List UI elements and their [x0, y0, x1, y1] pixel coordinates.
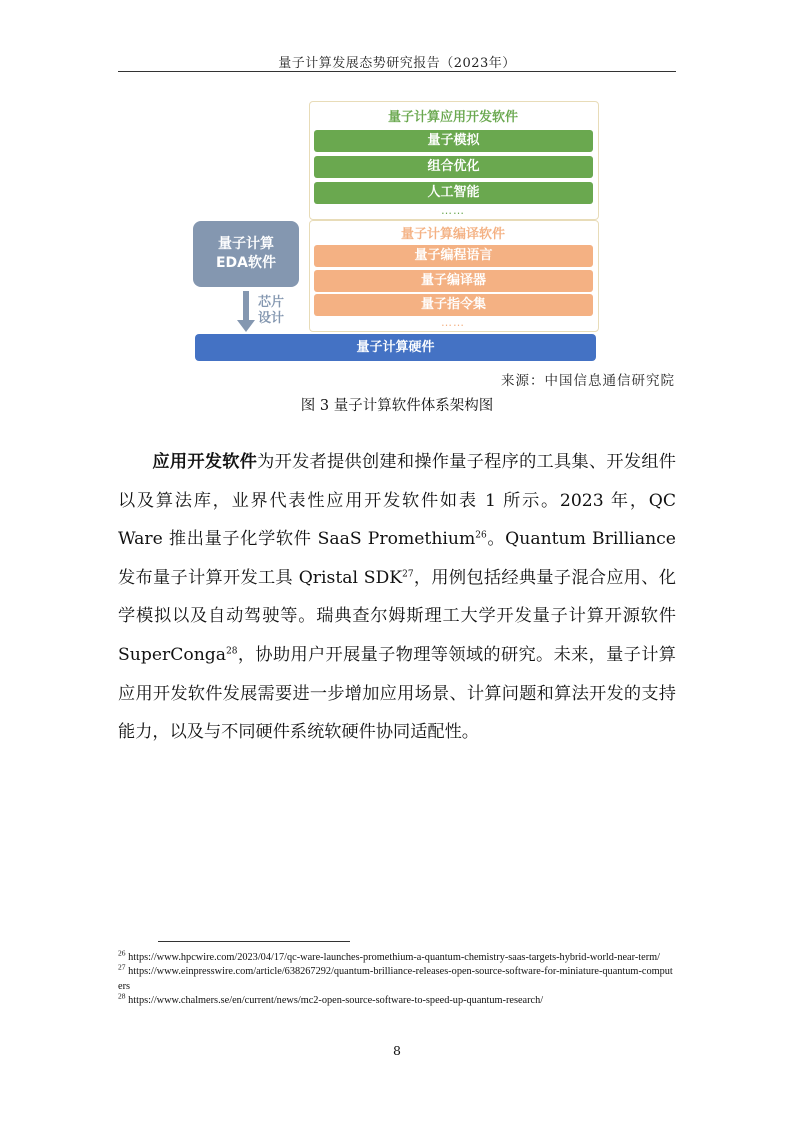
app-ellipsis: ……: [441, 204, 465, 217]
down-arrow-icon: [236, 291, 256, 333]
compiler-item-programming-language: 量子编程语言: [314, 245, 593, 267]
footnote-link[interactable]: https://www.chalmers.se/en/current/news/mc2-open-source-software-to-speed-up-quantum-research/: [128, 995, 544, 1007]
chip-design-label: [258, 295, 298, 327]
compiler-ellipsis: ……: [441, 316, 465, 329]
chip-design-line-1: 芯片: [258, 295, 285, 310]
paragraph: [118, 443, 676, 752]
chip-design-line-2: 设计: [258, 311, 285, 326]
footnote-ref-27[interactable]: 27: [402, 569, 414, 580]
application-software-title: 量子计算应用开发软件: [387, 110, 518, 125]
sentence-4: ，协助用户开展量子物理等领域的研究。未来，量子计算应用开发软件发展需要进一步增加应用场景、计算问题和算法开发的支持能力，以及与不同硬件系统软硬件协同适配性。: [118, 644, 676, 743]
app-item-artificial-intelligence: 人工智能: [314, 182, 593, 204]
footnote-number: 26: [118, 948, 126, 958]
footnote-27: [118, 962, 676, 994]
figure-caption: 图 3 量子计算软件体系架构图: [300, 398, 494, 414]
figure-source: 来源：中国信息通信研究院: [501, 373, 675, 389]
body-paragraph: [118, 443, 676, 752]
footnote-link[interactable]: https://www.hpcwire.com/2023/04/17/qc-ware-launches-promethium-a-quantum-chemistry-saas-targets-hybrid-world-near-term/: [128, 952, 660, 963]
footnote-divider: [158, 941, 350, 942]
sentence-1: 为开发者提供创建和操作量子程序的工具集、开发组件以及算法库，业界代表性应用开发软件如表 1 所示。2023 年，QC Ware 推出量子化学软件 SaaS Promethium: [118, 452, 676, 550]
footnote-ref-26[interactable]: 26: [475, 530, 487, 541]
footnote-28: [118, 991, 676, 1008]
compiler-item-instruction-set: 量子指令集: [314, 294, 593, 316]
footnote-number: 28: [118, 991, 126, 1001]
page-number: 8: [393, 1043, 401, 1058]
sentence-2: 。Quantum Brilliance 发布量子计算开发工具 Qristal SDK: [118, 529, 676, 588]
page-header: 量子计算发展态势研究报告（2023年）: [278, 56, 516, 71]
app-item-quantum-simulation: 量子模拟: [314, 130, 593, 152]
footnote-26: [118, 948, 676, 965]
quantum-hardware-bar: 量子计算硬件: [195, 334, 596, 361]
footnote-number: 27: [118, 962, 126, 972]
eda-software-box: [193, 221, 299, 287]
header-divider: [118, 71, 676, 72]
compiler-software-title: 量子计算编译软件: [400, 227, 505, 242]
eda-line-2: EDA软件: [215, 255, 277, 271]
paragraph-lead: 应用开发软件: [152, 452, 258, 472]
app-item-combinatorial-optimization: 组合优化: [314, 156, 593, 178]
footnote-ref-28[interactable]: 28: [226, 646, 238, 657]
sentence-3: ，用例包括经典量子混合应用、化学模拟以及自动驾驶等。瑞典查尔姆斯理工大学开发量子计算开源软件 SuperConga: [118, 567, 676, 665]
compiler-item-compiler: 量子编译器: [314, 270, 593, 292]
footnote-link[interactable]: https://www.einpresswire.com/article/638267292/quantum-brilliance-releases-open-source-software-for-miniature-quantum-computers: [118, 966, 673, 992]
eda-line-1: 量子计算: [218, 236, 274, 252]
footnotes: [118, 948, 676, 1009]
